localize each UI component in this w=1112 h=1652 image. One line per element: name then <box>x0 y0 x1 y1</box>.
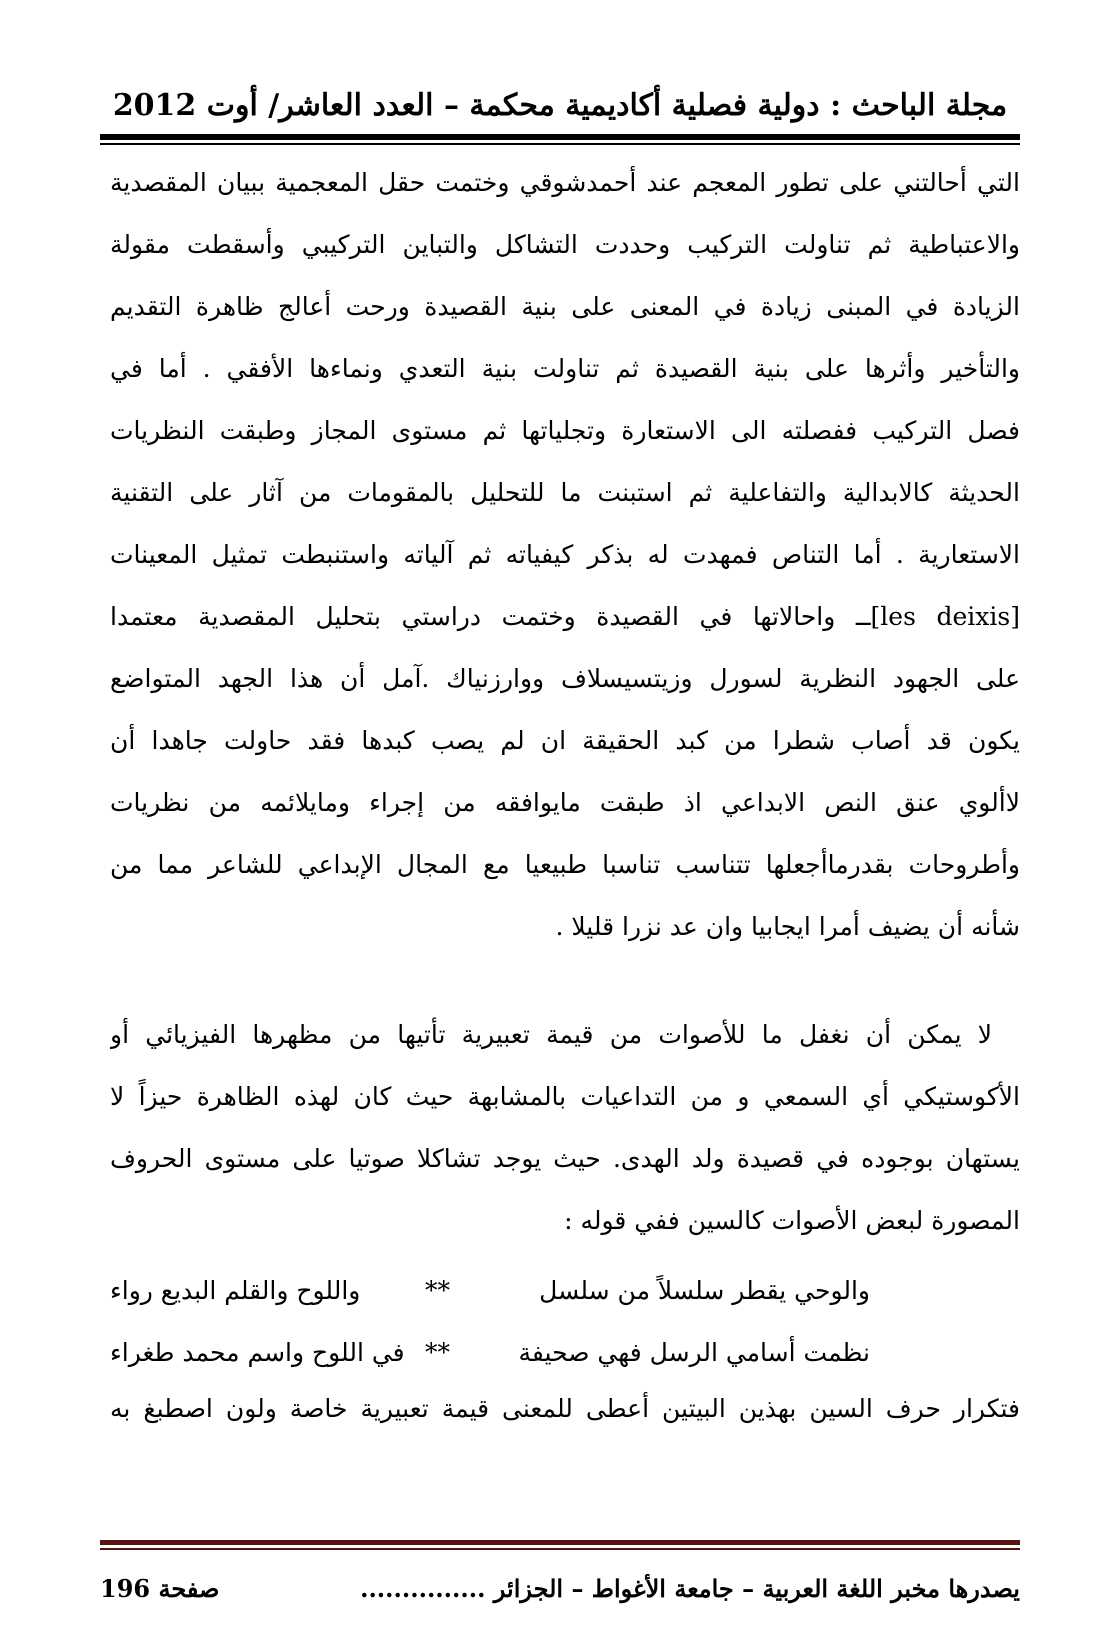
text-line: الحديثة كالابدالية والتفاعلية ثم استبنت ما للتحليل بالمقومات من آثار على التقنية <box>110 478 1020 507</box>
text-line: وأطروحات بقدرماأجعلها تتناسب تناسبا طبيعيا مع المجال الإبداعي للشاعر مما من <box>110 850 1020 879</box>
header-rule-thick <box>100 134 1020 140</box>
text-line: والتأخير وأثرها على بنية القصيدة ثم تناولت بنية التعدي ونماءها الأفقي . أما في <box>110 354 1020 383</box>
header-rule-thin <box>100 143 1020 145</box>
text-line: شأنه أن يضيف أمرا ايجابيا وان عد نزرا قليلا . <box>555 912 1020 941</box>
verse-second-hemistich: في اللوح واسم محمد طغراء <box>110 1338 405 1367</box>
text-line: يكون قد أصاب شطرا من كبد الحقيقة ان لم يصب كبدها فقد حاولت جاهدا أن <box>110 726 1020 755</box>
text-line: الأكوستيكي أي السمعي و من التداعيات بالمشابهة حيث كان لهذه الظاهرة حيزاً لا <box>110 1082 1020 1111</box>
text-line: والاعتباطية ثم تناولت التركيب وحددت التشاكل والتباين التركيبي وأسقطت مقولة <box>110 230 1020 259</box>
verse-separator: ** <box>425 1338 450 1367</box>
page-footer <box>100 1574 1020 1614</box>
text-line: لاألوي عنق النص الابداعي اذ طبقت مايوافقه من إجراء ومايلائمه من نظريات <box>110 788 1020 817</box>
paragraph-1 <box>110 152 1020 958</box>
footer-publisher: يصدرها مخبر اللغة العربية – جامعة الأغواط – الجزائر ............... <box>360 1574 1020 1603</box>
text-line: لا يمكن أن نغفل ما للأصوات من قيمة تعبيرية تأتيها من مظهرها الفيزيائي أو <box>110 1020 992 1049</box>
text-line: الاستعارية . أما التناص فمهدت له بذكر كيفياته ثم آلياته واستنبطت تمثيل المعينات <box>110 540 1020 569</box>
verse-line <box>110 1322 1020 1384</box>
verse-line <box>110 1260 1020 1322</box>
body-text <box>110 152 1020 1252</box>
text-line: [les deixis]ــ واحالاتها في القصيدة وختمت دراستي بتحليل المقصدية معتمدا <box>110 602 1020 631</box>
verse-first-hemistich: والوحي يقطر سلسلاً من سلسل <box>539 1276 870 1305</box>
page-number: صفحة 196 <box>100 1574 220 1603</box>
footer-rule-thick <box>100 1540 1020 1545</box>
verse-second-hemistich: واللوح والقلم البديع رواء <box>110 1276 361 1305</box>
text-line: المصورة لبعض الأصوات كالسين ففي قوله : <box>564 1206 1020 1235</box>
text-line: يستهان بوجوده في قصيدة ولد الهدى. حيث يوجد تشاكلا صوتيا على مستوى الحروف <box>110 1144 1020 1173</box>
verse-separator: ** <box>425 1276 450 1305</box>
text-line: على الجهود النظرية لسورل وزيتسيسلاف ووارزنياك .آمل أن هذا الجهد المتواضع <box>110 664 1020 693</box>
paragraph-2 <box>110 1004 1020 1252</box>
journal-header-title: مجلة الباحث : دولية فصلية أكاديمية محكمة – العدد العاشر/ أوت 2012 <box>112 88 1008 123</box>
footer-rule-thin <box>100 1548 1020 1550</box>
text-line: التي أحالتني على تطور المعجم عند أحمدشوقي وختمت حقل المعجمية ببيان المقصدية <box>110 168 1020 197</box>
text-line: فصل التركيب ففصلته الى الاستعارة وتجلياتها ثم مستوى المجاز وطبقت النظريات <box>110 416 1020 445</box>
paragraph-spacer <box>110 958 1020 1004</box>
poem-verses <box>110 1260 1020 1384</box>
closing-line: فتكرار حرف السين بهذين البيتين أعطى للمعنى قيمة تعبيرية خاصة ولون اصطبغ به <box>110 1394 1020 1423</box>
verse-first-hemistich: نظمت أسامي الرسل فهي صحيفة <box>518 1338 870 1367</box>
text-line: الزيادة في المبنى زيادة في المعنى على بنية القصيدة ورحت أعالج ظاهرة التقديم <box>110 292 1020 321</box>
